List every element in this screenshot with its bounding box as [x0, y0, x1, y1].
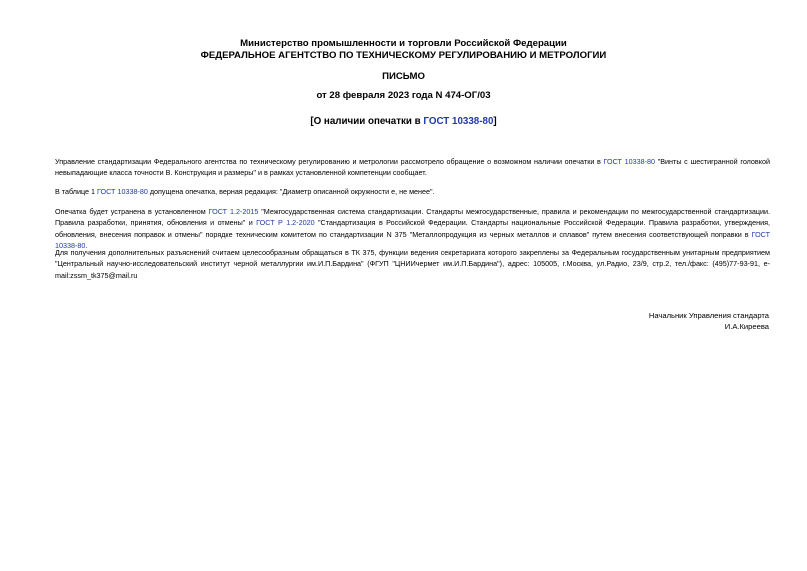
paragraph-text: Опечатка будет устранена в установленном	[55, 207, 209, 216]
signature-name: И.А.Киреева	[724, 322, 769, 331]
gost-10338-link[interactable]: ГОСТ 10338-80	[603, 157, 656, 166]
paragraph-2	[55, 186, 770, 197]
paragraph-text: Для получения дополнительных разъяснений считаем целесообразным обращаться в ТК 375, функции ведения секретариата которого закреплены за Федеральным государственным унитарным предприятием "Центральный научно-исследовательский институт черной металлургии им.И.П.Бардина" (ФГУП "ЦНИИчермет им.И.П.Бардина"), адрес: 105005, г.Москва, ул.Радио, 23/9, стр.2, тел./факс: (495)77-93-91, e-mail:zssm_tk375@mail.ru	[55, 248, 770, 280]
gost-10338-link[interactable]: ГОСТ 10338-80	[55, 229, 770, 250]
paragraph-text: допущена опечатка, верная редакция: "Диаметр описанной окружности е, не менее".	[147, 187, 435, 196]
document-date: от 28 февраля 2023 года N 474-ОГ/03	[316, 90, 491, 101]
gost-r-1-2-2020-link[interactable]: ГОСТ Р 1.2-2020	[256, 218, 315, 228]
signature-position: Начальник Управления стандарта	[648, 311, 769, 320]
subject-open: [О наличии опечатки в	[310, 116, 424, 127]
paragraph-text: .	[85, 240, 88, 250]
gost-1-2-2015-link[interactable]: ГОСТ 1.2-2015	[208, 207, 259, 216]
paragraph-text: "Межгосударственная система стандартизации. Стандарты межгосударственные, правила и рекомендации по межгосударственной стандартизации. Правила разработки, принятия, обновления и отмены" и	[55, 207, 771, 228]
paragraph-4	[55, 247, 770, 281]
document-type: ПИСЬМО	[382, 71, 425, 82]
paragraph-3	[55, 206, 770, 251]
paragraph-text: Управление стандартизации Федерального агентства по техническому регулированию и метрологии рассмотрело обращение о возможном наличии опечатки в	[55, 157, 604, 166]
paragraph-text: "Стандартизация в Российской Федерации. Стандарты национальные Российской Федерации. Правила разработки, утверждения, обновления, внесения поправок и отмены" порядке техническим комитетом по стандартизации N 375 "Металлопродукция из черных металлов и сплавов" путем внесения соответствующей поправки в	[55, 218, 770, 239]
paragraph-1	[55, 156, 770, 179]
ministry-name: Министерство промышленности и торговли Российской Федерации	[240, 38, 567, 49]
subject-gost-link[interactable]: ГОСТ 10338-80	[423, 116, 494, 127]
gost-10338-link[interactable]: ГОСТ 10338-80	[97, 187, 148, 196]
agency-name: ФЕДЕРАЛЬНОЕ АГЕНТСТВО ПО ТЕХНИЧЕСКОМУ РЕГУЛИРОВАНИЮ И МЕТРОЛОГИИ	[200, 50, 607, 61]
paragraph-text: "Винты с шестигранной головкой невыпадающие класса точности В. Конструкция и размеры" и в рамках установленной компетенции сообщает.	[55, 157, 770, 178]
document-subject	[0, 116, 807, 128]
subject-close: ]	[493, 116, 497, 127]
paragraph-text: В таблице 1	[55, 187, 98, 196]
